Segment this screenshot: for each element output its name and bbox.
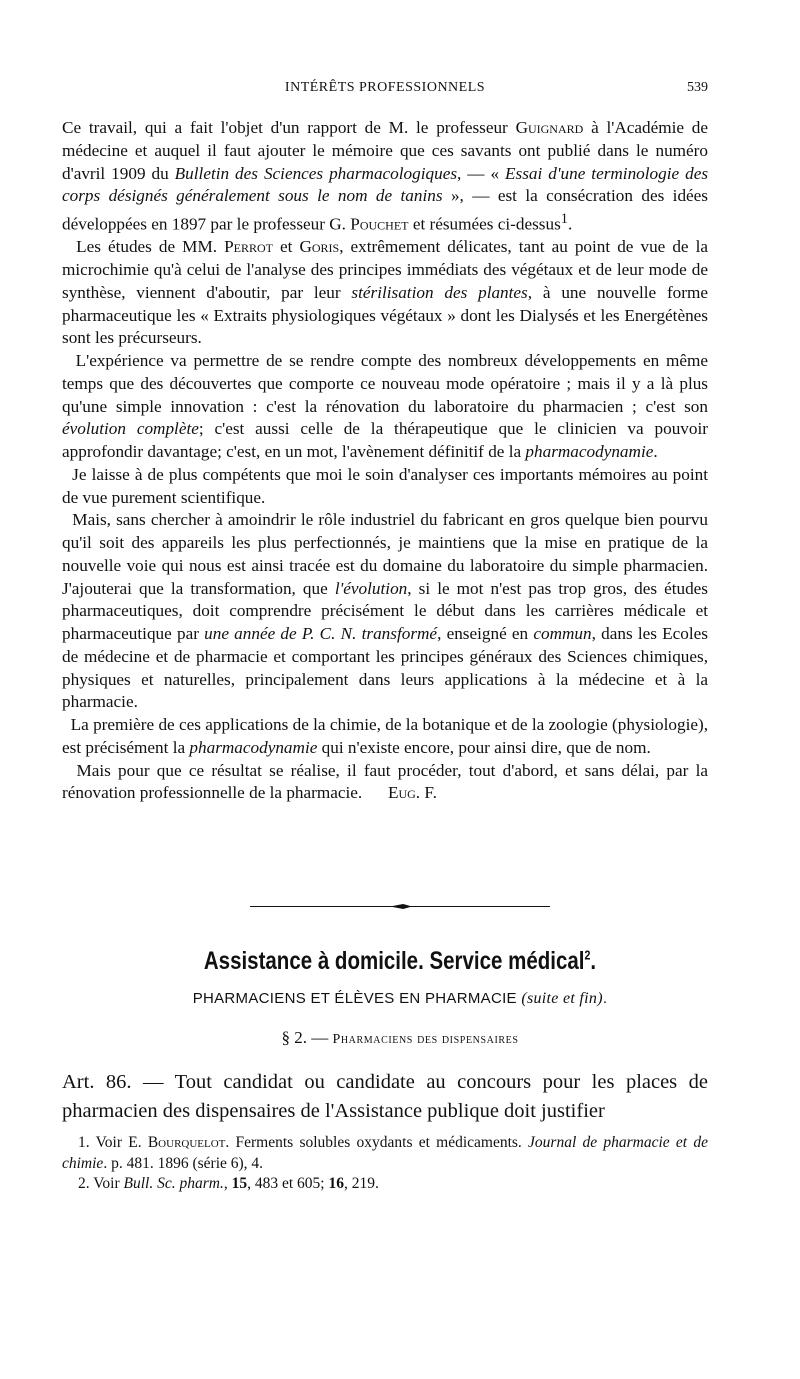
emphasis: pharmacodynamie xyxy=(525,442,654,462)
emphasis: une année de P. C. N. transformé xyxy=(204,624,438,644)
author-name: Pouchet xyxy=(350,214,409,234)
text-span: , dans les Ecoles de médecine et de pharmacie et comportant les principes généraux des Sciences chimiques, physiques et naturelles, principalement dans leurs applications à la médecine et à la pharmacie. xyxy=(62,624,708,712)
paragraph-4 xyxy=(62,464,708,510)
text-span: à l'Académie de médecine et auquel il faut ajouter le mémoire que ces savants ont publié dans le numéro d'avril 1909 du xyxy=(62,118,709,183)
text-span: . Ferments solubles oxydants et médicaments. xyxy=(225,1134,529,1151)
paragraph-5 xyxy=(62,509,708,714)
paragraph-2 xyxy=(62,236,708,350)
text-span: 1. Voir E. xyxy=(78,1134,148,1151)
running-title: INTÉRÊTS PROFESSIONNELS xyxy=(284,80,486,95)
subsection-heading xyxy=(0,1028,800,1048)
emphasis: stérilisation des plantes xyxy=(351,282,528,302)
paragraph-1 xyxy=(62,117,708,236)
paragraph-3 xyxy=(62,350,708,464)
article-text xyxy=(62,1068,708,1126)
author-name: Guignard xyxy=(515,118,584,137)
text-span: Je laisse à de plus compétents que moi le soin d'analyser ces importants mémoires au point de vue purement scientifique. xyxy=(62,464,709,507)
journal-title: Bull. Sc. pharm. xyxy=(123,1175,224,1192)
emphasis: évolution complète xyxy=(62,419,199,439)
text-span: et résumées ci-dessus xyxy=(408,214,561,234)
text-span: , si le mot n'est pas trop gros, des études pharmaceutiques, doit comprendre précisément le début dans les carrières médicale et pharmaceutique par xyxy=(62,578,708,644)
emphasis: l'évolution xyxy=(334,578,408,598)
running-header xyxy=(62,80,708,100)
text-span: qui n'existe encore, pour ainsi dire, que de nom. xyxy=(317,737,651,757)
text-span: La première de ces applications de la chimie, de la botanique et de la zoologie (physiologie), est précisément la xyxy=(62,715,708,757)
volume-number: 15 xyxy=(231,1175,248,1192)
author-name: Perrot xyxy=(224,237,273,257)
subtitle-end: . xyxy=(602,990,608,1007)
text-span: 2. Voir xyxy=(78,1175,124,1192)
text-span: . xyxy=(567,214,573,234)
emphasis: pharmacodynamie xyxy=(189,737,318,757)
text-span: , xyxy=(223,1175,232,1192)
page-number: 539 xyxy=(687,80,708,95)
footnote-marker: 1 xyxy=(560,211,568,227)
journal-title: Bulletin des Sciences pharmacologiques xyxy=(174,163,458,183)
body-text xyxy=(62,117,708,805)
footnotes xyxy=(62,1133,708,1195)
text-span: , 483 et 605; xyxy=(247,1175,329,1192)
journal-title: Journal de pharmacie et de chimie xyxy=(62,1134,708,1172)
text-span: , enseigné en xyxy=(437,624,534,644)
text-span: Les études de MM. xyxy=(76,237,225,257)
section-title-text: Assistance à domicile. Service médical xyxy=(203,947,585,975)
text-span: , extrêmement délicates, tant au point de vue de la microchimie qu'à celui de l'analyse des principes immédiats des végétaux et de leur mode de synthèse, viennent d'aboutir, par leur xyxy=(62,237,708,302)
signature: Eug. F. xyxy=(387,783,437,803)
subsection-title: Pharmaciens des dispensaires xyxy=(332,1032,519,1047)
text-span: , 219. xyxy=(343,1175,379,1192)
volume-number: 16 xyxy=(328,1175,344,1192)
subtitle-text: PHARMACIENS ET ÉLÈVES EN PHARMACIE xyxy=(192,990,517,1007)
work-title: Essai d'une terminologie des corps désignés généralement sous le nom de tanins xyxy=(62,163,709,206)
subtitle-italic: (suite et fin) xyxy=(521,990,603,1007)
text-span: L'expérience va permettre de se rendre compte des nombreux développements en même temps que des découvertes que comporte ce nouveau mode opératoire ; mais il y a là plus qu'une simple innovation : c'est la rénovation du laboratoire du pharmacien ; c'est son xyxy=(62,351,709,416)
text-span: Mais, sans chercher à amoindrir le rôle industriel du fabricant en gros quelque bien pourvu qu'il soit des appareils les plus perfectionnés, je maintiens que la mise en pratique de la nouvelle voie qui nous est ainsi tracée est du domaine du laboratoire du simple pharmacien. J'ajouterai que la transformation, que xyxy=(62,510,708,598)
author-name: Goris xyxy=(299,237,340,257)
section-subtitle xyxy=(0,990,800,1008)
author-name: Bourquelot xyxy=(147,1134,226,1151)
section-title xyxy=(72,947,728,976)
text-span: Ce travail, qui a fait l'objet d'un rapport de M. le professeur xyxy=(62,118,516,137)
text-span: . xyxy=(653,442,658,462)
section-title-period: . xyxy=(590,947,597,975)
article-paragraph: Art. 86. — Tout candidat ou candidate au concours pour les places de pharmacien des dispensaires de l'Assistance publique doit justifier xyxy=(62,1071,708,1122)
paragraph-6 xyxy=(62,714,708,760)
footnote-1 xyxy=(62,1133,708,1174)
emphasis: commun xyxy=(533,624,592,644)
text-span: ; c'est aussi celle de la thérapeutique que le clinicien va pouvoir approfondir davantage; c'est, en un mot, l'avènement définitif de la xyxy=(62,419,708,462)
section-separator xyxy=(250,904,550,910)
text-span: », — est la consécration des idées développées en 1897 par le professeur G. xyxy=(62,186,708,234)
footnote-marker: 2 xyxy=(584,947,591,963)
text-span: . p. 481. 1896 (série 6), 4. xyxy=(103,1154,264,1172)
text-span: , à une nouvelle forme pharmaceutique les « Extraits physiologiques végétaux » dont les Dialysés et les Energétènes sont les précurseurs. xyxy=(62,282,708,348)
paragraph-7 xyxy=(62,760,708,806)
separator-ornament xyxy=(390,904,412,909)
text-span: et xyxy=(272,237,300,257)
text-span: , — « xyxy=(457,163,506,183)
subsection-number: § 2. — xyxy=(281,1028,333,1047)
text-span: Mais pour que ce résultat se réalise, il faut procéder, tout d'abord, et sans délai, par la rénovation professionnelle de la pharmacie. xyxy=(62,760,708,803)
footnote-2 xyxy=(62,1174,708,1195)
